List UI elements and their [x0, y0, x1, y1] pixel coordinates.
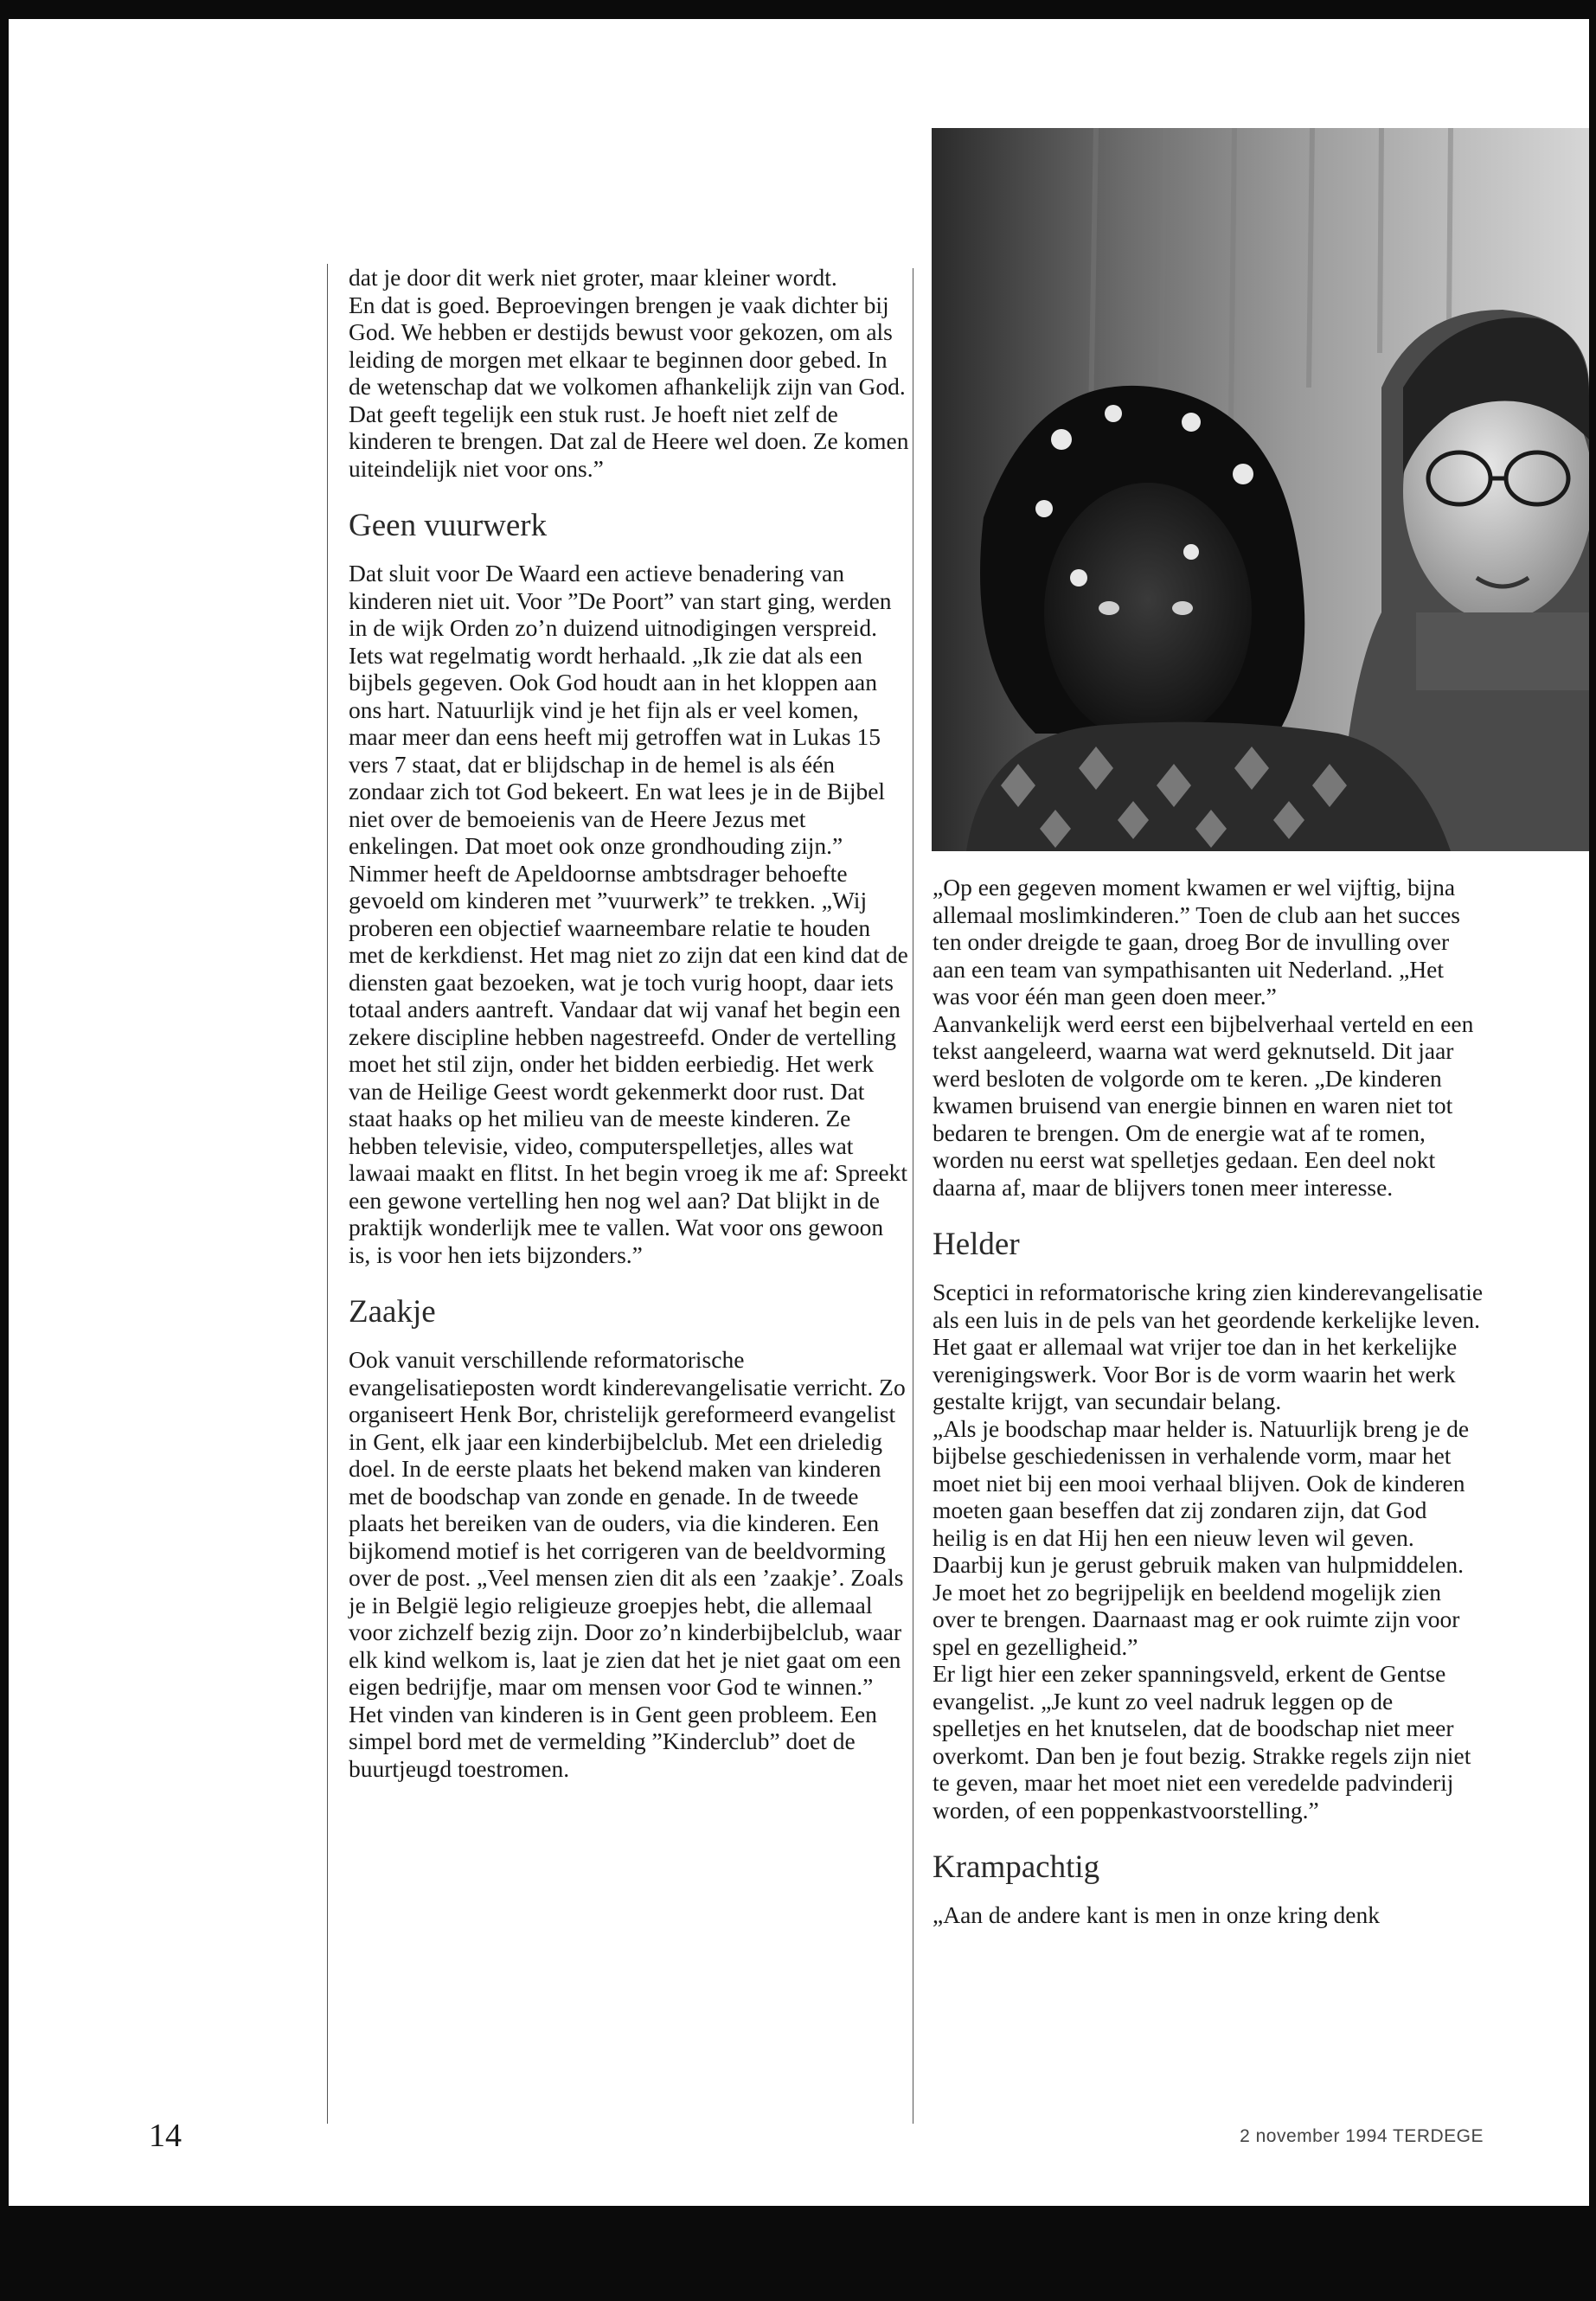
- paragraph: Er ligt hier een zeker spanningsveld, erkent de Gentse evangelist. „Je kunt zo veel nadruk leggen op de spelletjes en het knutselen, dat de boodschap niet meer overkomt. Dan ben je fout bezig. Strakke regels zijn niet te geven, maar het moet niet een veredelde padvinderij worden, of een poppenkastvoorstelling.”: [933, 1660, 1471, 1823]
- section-heading-zaakje: Zaakje: [349, 1294, 436, 1330]
- issue-footer: 2 november 1994 TERDEGE: [1240, 2126, 1484, 2146]
- scan-border-left: [0, 0, 9, 2301]
- article-column-right: [933, 874, 1486, 1929]
- paragraph: En dat is goed. Beproevingen brengen je vaak dichter bij God. We hebben er destijds bewust voor gekozen, om als leiding de morgen met elkaar te beginnen door gebed. In de wetenschap dat we volkomen afhankelijk zijn van God. Dat geeft tegelijk een stuk rust. Je hoeft niet zelf de kinderen te brengen. Dat zal de Heere wel doen. Ze komen uiteindelijk niet voor ons.”: [349, 291, 909, 482]
- photo-child-and-woman: [932, 128, 1589, 851]
- scan-border-bottom: [0, 2206, 1596, 2301]
- scan-border-right: [1589, 0, 1596, 2301]
- paragraph: „Als je boodschap maar helder is. Natuurlijk breng je de bijbelse geschiedenissen in verhalende vorm, maar het moet niet bij een mooi verhaal blijven. Ook de kinderen moeten gaan beseffen dat zij zondaren zijn, dat God heilig is en dat Hij hen een nieuw leven wil geven. Daarbij kun je gerust gebruik maken van hulpmiddelen. Je moet het zo begrijpelijk en beeldend mogelijk zien over te brengen. Daarnaast mag er ook ruimte zijn voor spel en gezelligheid.”: [933, 1414, 1470, 1660]
- scan-border-top: [0, 0, 1596, 19]
- section-heading-helder: Helder: [933, 1227, 1020, 1262]
- paragraph: Sceptici in reformatorische kring zien kinderevangelisatie als een luis in de pels van het geordende kerkelijke leven. Het gaat er allemaal wat vrijer toe dan in het kerkelijke verenigingswerk. Voor Bor is de vorm waarin het werk gestalte krijgt, van secundair belang.: [933, 1279, 1484, 1414]
- section-heading-geen-vuurwerk: Geen vuurwerk: [349, 508, 548, 543]
- paragraph: „Op een gegeven moment kwamen er wel vijftig, bijna allemaal moslimkinderen.” Toen de club aan het succes ten onder dreigde te gaan, droeg Bor de invulling over aan een team van sympathisanten uit Nederland. „Het was voor één man geen doen meer.”: [933, 874, 1460, 1009]
- paragraph: Dat sluit voor De Waard een actieve benadering van kinderen niet uit. Voor ”De Poort” van start ging, werden in de wijk Orden zo’n duizend uitnodigingen verspreid. Iets wat regelmatig wordt herhaald. „Ik zie dat als een bijbels gegeven. Ook God houdt aan in het kloppen aan ons hart. Natuurlijk vind je het fijn als er veel komen, maar meer dan eens heeft mij getroffen wat in Lukas 15 vers 7 staat, dat er blijdschap in de hemel is als één zondaar zich tot God bekeert. En wat lees je in de Bijbel niet over de bemoeienis van de Heere Jezus met enkelingen. Dat moet ook onze grondhouding zijn.”: [349, 560, 892, 859]
- section-heading-krampachtig: Krampachtig: [933, 1849, 1100, 1885]
- article-column-left: [349, 264, 911, 1782]
- page-number: 14: [149, 2118, 182, 2154]
- paragraph: Het vinden van kinderen is in Gent geen probleem. Een simpel bord met de vermelding ”Kinderclub” doet de buurtjeugd toestromen.: [349, 1700, 877, 1782]
- paragraph: Aanvankelijk werd eerst een bijbelverhaal verteld en een tekst aangeleerd, waarna wat werd geknutseld. Dit jaar werd besloten de volgorde om te keren. „De kinderen kwamen bruisend van energie binnen en waren niet tot bedaren te brengen. Om de energie wat af te romen, worden nu eerst wat spelletjes gedaan. Een deel nokt daarna af, maar de blijvers tonen meer interesse.: [933, 1009, 1474, 1201]
- paragraph: „Aan de andere kant is men in onze kring denk: [933, 1901, 1380, 1928]
- column-rule-left: [327, 264, 328, 2124]
- paragraph: Nimmer heeft de Apeldoornse ambtsdrager behoefte gevoeld om kinderen met ”vuurwerk” te trekken. „Wij proberen een objectief waarneembare relatie te houden met de kerkdienst. Het mag niet zo zijn dat een kind dat de diensten gaat bezoeken, wat je toch vurig hoopt, daar iets totaal anders aantreft. Vandaar dat wij vanaf het begin een zekere discipline hebben nagestreefd. Onder de vertelling moet het stil zijn, onder het bidden eerbiedig. Het werk van de Heilige Geest wordt gekenmerkt door rust. Dat staat haaks op het milieu van de meeste kinderen. Ze hebben televisie, video, computerspelletjes, alles wat lawaai maakt en flitst. In het begin vroeg ik me af: Spreekt een gewone vertelling hen nog wel aan? Dat blijkt in de praktijk wonderlijk mee te vallen. Wat voor ons gewoon is, is voor hen iets bijzonders.”: [349, 859, 908, 1268]
- paragraph: dat je door dit werk niet groter, maar kleiner wordt.: [349, 264, 837, 291]
- paragraph: Ook vanuit verschillende reformatorische evangelisatieposten wordt kinderevangelisatie verricht. Zo organiseert Henk Bor, christelijk gereformeerd evangelist in Gent, elk jaar een kinderbijbelclub. Met een drieledig doel. In de eerste plaats het bekend maken van kinderen met de boodschap van zonde en genade. In de tweede plaats het bereiken van de ouders, via die kinderen. Een bijkomend motief is het corrigeren van de beeldvorming over de post. „Veel mensen zien dit als een ’zaakje’. Zoals je in België legio religieuze groepjes hebt, die allemaal voor zichzelf bezig zijn. Door zo’n kinderbijbelclub, waar elk kind welkom is, laat je zien dat het je niet gaat om een eigen bedrijfje, maar om mensen voor God te winnen.”: [349, 1346, 906, 1700]
